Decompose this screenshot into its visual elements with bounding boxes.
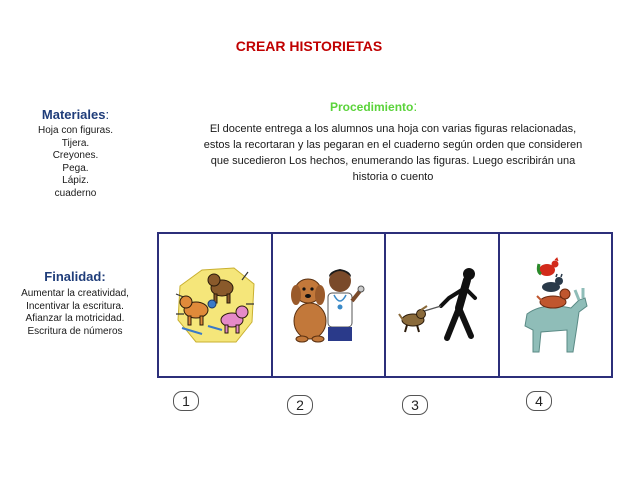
procedimiento-heading-text: Procedimiento: [330, 100, 414, 114]
procedimiento-line: historia o cuento: [352, 171, 434, 183]
number-label-3: 3: [402, 395, 428, 415]
materiales-item: cuaderno: [54, 187, 97, 199]
number-label-4: 4: [526, 391, 552, 411]
vet-with-dog-icon: [288, 261, 368, 349]
finalidad-item: Escritura de números: [27, 325, 123, 337]
materiales-colon: :: [105, 107, 110, 122]
person-walking-dog-icon: [397, 264, 487, 346]
number-label-1: 1: [173, 391, 199, 411]
number-label-2: 2: [287, 395, 313, 415]
finalidad-list: [0, 288, 150, 338]
story-panels: [157, 232, 613, 378]
story-panel-4: [500, 234, 612, 376]
page-title: CREAR HISTORIETAS: [235, 38, 383, 54]
finalidad-item: Incentivar la escritura.: [26, 300, 124, 312]
materiales-item: Lápiz.: [62, 175, 89, 186]
story-panel-2: [273, 234, 387, 376]
finalidad-heading: Finalidad:: [44, 269, 106, 284]
story-panel-1: [159, 234, 273, 376]
materiales-item: Pega.: [62, 162, 89, 174]
procedimiento-colon: :: [413, 98, 418, 114]
materiales-list: [8, 125, 143, 200]
procedimiento-line: que sucedieron Los hechos, enumerando las figuras. Luego escribirán una: [210, 155, 576, 167]
finalidad-item: Aumentar la creatividad,: [21, 288, 129, 299]
procedimiento-line: El docente entrega a los alumnos una hoja con varias figuras relacionadas,: [209, 123, 577, 135]
materiales-heading: [8, 107, 143, 122]
materiales-item: Creyones.: [52, 150, 99, 161]
procedimiento-text: [162, 121, 624, 185]
animal-stack-icon: [513, 256, 597, 354]
procedimiento-heading: [330, 98, 450, 114]
materiales-item: Tijera.: [61, 137, 90, 149]
materiales-item: Hoja con figuras.: [37, 125, 114, 136]
story-panel-3: [386, 234, 500, 376]
procedimiento-line: estos la recortaran y las pegaran en el cuaderno según orden que consideren: [203, 139, 583, 151]
materiales-heading-text: Materiales: [41, 107, 106, 122]
dog-show-clipart-icon: [172, 264, 258, 346]
finalidad-item: Afianzar la motricidad.: [25, 313, 125, 324]
